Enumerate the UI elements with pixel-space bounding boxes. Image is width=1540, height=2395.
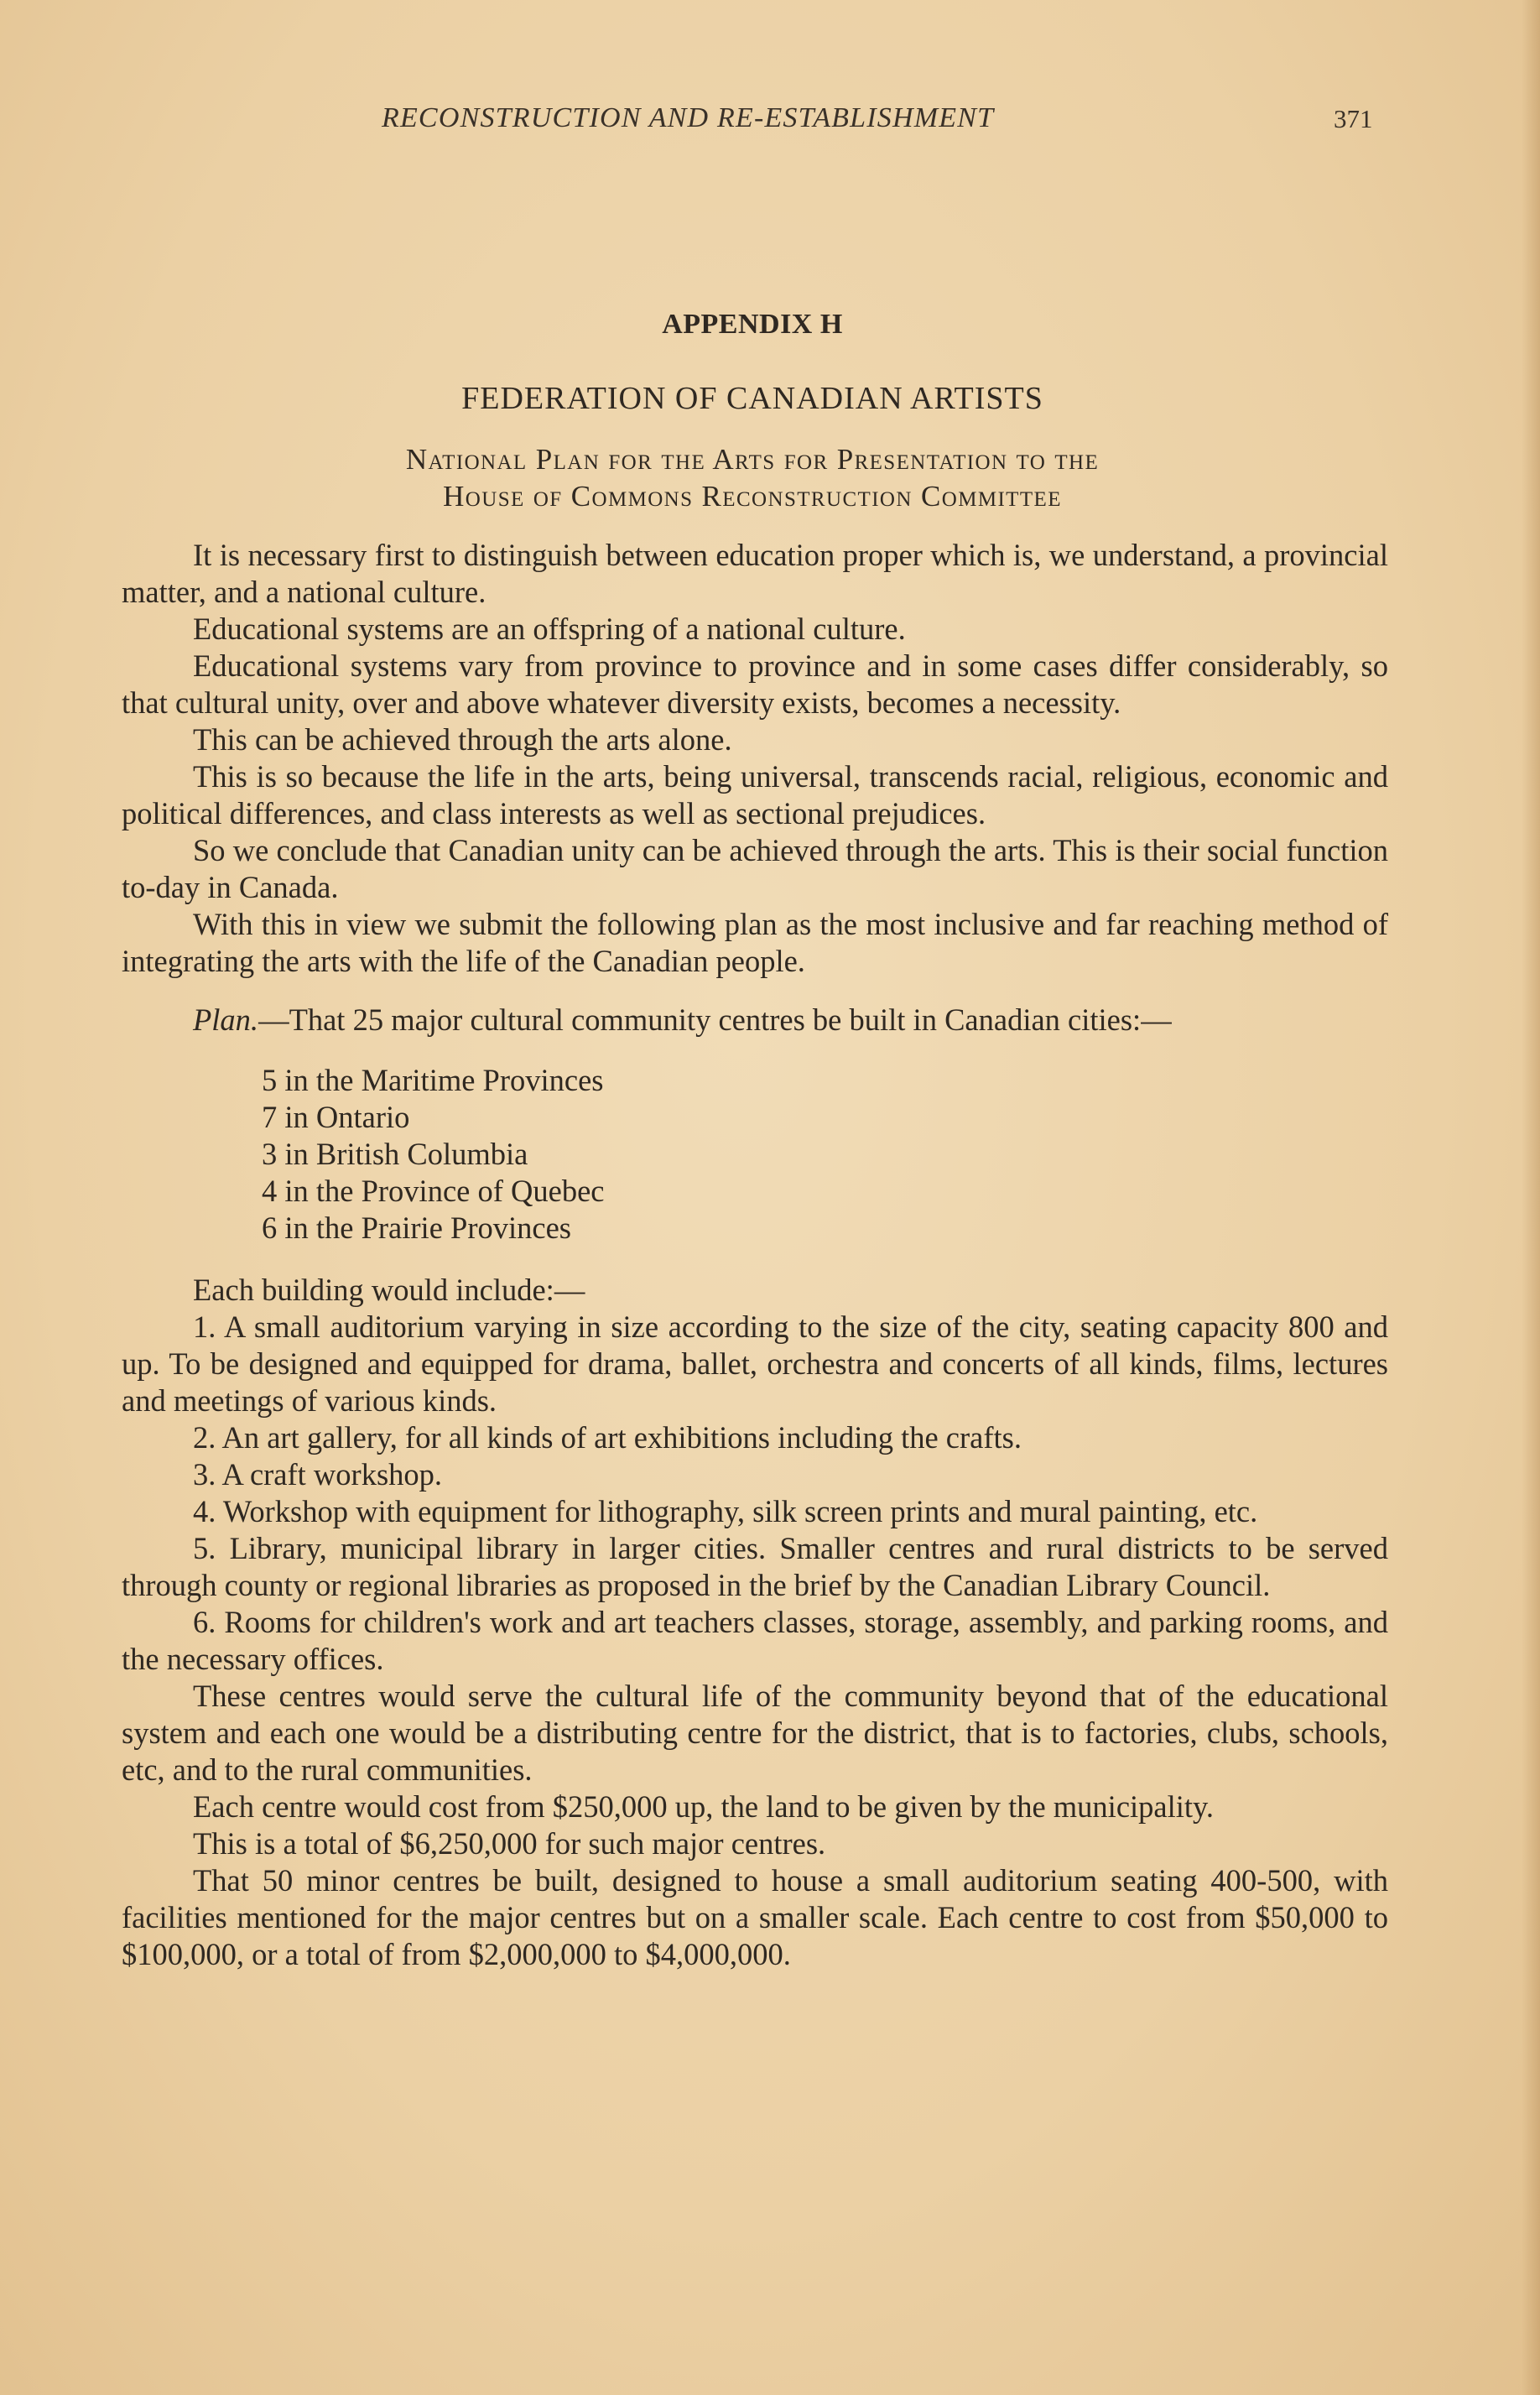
centres-by-region-list bbox=[262, 1062, 1388, 1247]
body-text bbox=[122, 537, 1388, 1973]
plan-paragraph bbox=[122, 1002, 1388, 1039]
region-item: 6 in the Prairie Provinces bbox=[262, 1211, 571, 1245]
closing-paragraph: These centres would serve the cultural life of the community beyond that of the educational system and each one would be a distributing centre for the district, that is to factories, clubs, schools, etc, and to the rural communities. bbox=[122, 1679, 1388, 1787]
building-item: 6. Rooms for children's work and art teachers classes, storage, assembly, and parking rooms, and the necessary offices. bbox=[122, 1605, 1388, 1676]
appendix-title: APPENDIX H bbox=[662, 309, 843, 340]
region-item: 5 in the Maritime Provinces bbox=[262, 1063, 604, 1097]
building-item: 4. Workshop with equipment for lithography, silk screen prints and mural painting, etc. bbox=[193, 1494, 1258, 1528]
intro-paragraph: This can be achieved through the arts alone. bbox=[193, 722, 732, 757]
closing-paragraph: That 50 minor centres be built, designed to house a small auditorium seating 400-500, with facilities mentioned for the major centres but on a smaller scale. Each centre to cost from $50,000 to $100,000, or a total of from $2,000,000 to $4,000,000. bbox=[122, 1863, 1388, 1971]
page-number: 371 bbox=[1334, 104, 1373, 133]
building-item: 1. A small auditorium varying in size according to the size of the city, seating capacity 800 and up. To be designed and equipped for drama, ballet, orchestra and concerts of all kinds, films, lectures and meetings of various kinds. bbox=[122, 1309, 1388, 1418]
intro-paragraph: Educational systems vary from province to province and in some cases differ considerably, so that cultural unity, over and above whatever diversity exists, becomes a necessity. bbox=[122, 648, 1388, 720]
region-item: 3 in British Columbia bbox=[262, 1137, 528, 1171]
building-item: 2. An art gallery, for all kinds of art exhibitions including the crafts. bbox=[193, 1420, 1022, 1455]
organization-title: FEDERATION OF CANADIAN ARTISTS bbox=[461, 381, 1043, 416]
closing-paragraph: Each centre would cost from $250,000 up, the land to be given by the municipality. bbox=[193, 1789, 1215, 1824]
plan-label: Plan. bbox=[193, 1002, 259, 1037]
intro-paragraph: With this in view we submit the following plan as the most inclusive and far reaching method of integrating the arts with the life of the Canadian people. bbox=[122, 907, 1388, 978]
subtitle-line-2: House of Commons Reconstruction Committee bbox=[443, 480, 1062, 513]
subtitle-line-1: National Plan for the Arts for Presentation to the bbox=[405, 443, 1100, 476]
region-item: 7 in Ontario bbox=[262, 1100, 410, 1134]
running-head: RECONSTRUCTION AND RE-ESTABLISHMENT bbox=[382, 102, 995, 133]
closing-paragraph: This is a total of $6,250,000 for such major centres. bbox=[193, 1826, 826, 1861]
region-item: 4 in the Province of Quebec bbox=[262, 1174, 605, 1208]
intro-paragraph: So we conclude that Canadian unity can be achieved through the arts. This is their social function to-day in Canada. bbox=[122, 833, 1388, 904]
intro-paragraph: This is so because the life in the arts, being universal, transcends racial, religious, economic and political differences, and class interests as well as sectional prejudices. bbox=[122, 759, 1388, 830]
intro-paragraph: Educational systems are an offspring of a national culture. bbox=[193, 612, 906, 646]
building-item: 3. A craft workshop. bbox=[193, 1457, 443, 1492]
building-intro: Each building would include:— bbox=[193, 1273, 585, 1307]
building-item: 5. Library, municipal library in larger cities. Smaller centres and rural districts to be served through county or regional libraries as proposed in the brief by the Canadian Library Council. bbox=[122, 1531, 1388, 1602]
plan-text: —That 25 major cultural community centres be built in Canadian cities:— bbox=[258, 1002, 1172, 1037]
intro-paragraph: It is necessary first to distinguish between education proper which is, we understand, a provincial matter, and a national culture. bbox=[122, 538, 1388, 609]
